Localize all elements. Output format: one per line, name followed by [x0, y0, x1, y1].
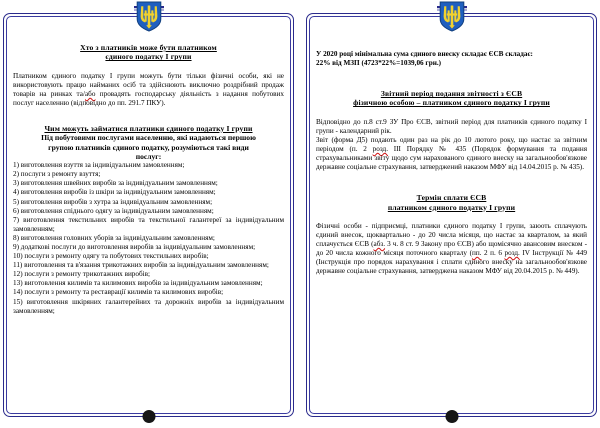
list-item: 5) виготовлення виробів з хутра за індивідуальним замовленням; [13, 197, 213, 206]
left-panel-bottom-marker [142, 410, 155, 423]
services-list [13, 161, 284, 316]
right-paragraph-2: Звіт (форма Д5) подають один раз на рік до 10 лютого року, що настає за звітним періодом (п. 2 розд. III Порядку № 435 (Порядок формування та подання страхувальниками звіту щодо сум нарахованого єдиного внеску на загальнообов'язкове державне соціальне страхування, затверджений наказом МФУ від 14.04.2015 р. № 435). [316, 135, 588, 172]
right-paragraph-1: Відповідно до п.8 ст.9 ЗУ Про ЄСВ, звітний період для платників єдиного податку I групи - календарний рік. [316, 117, 587, 135]
list-item: 1) виготовлення взуття за індивідуальним замовленням; [13, 161, 185, 170]
left-subheading-2-line-2: групою платників єдиного податку, розуміються такі види [48, 142, 249, 152]
list-item: 4) виготовлення виробів із шкіри за індивідуальним замовленням; [13, 188, 216, 197]
left-subheading-2-line-1: Під побутовими послугами населенню, які надаються першою [41, 133, 256, 143]
ukrainian-trident-icon [134, 0, 164, 32]
right-heading-2 [316, 193, 587, 212]
left-heading-2: Чим можуть займатися платники єдиного податку I групи [44, 123, 253, 133]
right-heading-2-line-2: платником єдиного податку I групи [387, 202, 516, 212]
left-heading-1-line-1: Хто з платників може бути платником [80, 43, 217, 52]
left-subheading-2-line-3: послуг: [135, 151, 162, 161]
esv-notice-line-2: 22% від МЗП (4723*22%=1039,06 грн.) [316, 59, 442, 68]
right-heading-2-line-1: Термін сплати ЄСВ [416, 193, 487, 203]
left-paragraph-1: Платником єдиного податку I групи можуть бути тільки фізичні особи, які не використовують працю найманих осіб та здійснюють виключно роздрібний продаж товарів на ринках та/або провадять господарську діяльність з надання побутових послуг населенню (відповідно до пп. 291.7 ПКУ). [13, 71, 284, 107]
list-item: 15) виготовлення шкіряних галантерейних та дорожніх виробів за індивідуальним замовленням; [13, 297, 284, 315]
left-subheading-2 [13, 133, 284, 161]
right-panel-bottom-marker [445, 410, 458, 423]
list-item: 2) послуги з ремонту взуття; [13, 170, 101, 179]
list-item: 7) виготовлення текстильних виробів та текстильної галантереї за індивідуальним замовленням; [13, 215, 284, 233]
left-panel-content [0, 13, 297, 417]
right-heading-1 [316, 89, 587, 108]
list-item: 3) виготовлення швейних виробів за індивідуальним замовленням; [13, 179, 218, 188]
list-item: 10) послуги з ремонту одягу та побутових текстильних виробів; [13, 252, 209, 261]
esv-notice-line-1: У 2020 році мінімальна сума єдиного внеску складає ЄСВ складає: [316, 50, 533, 58]
list-item: 9) додаткові послуги до виготовлення виробів за індивідуальним замовленням; [13, 243, 256, 251]
right-heading-1-line-2: фізичною особою – платником єдиного податку I групи [353, 98, 550, 108]
list-item: 12) послуги з ремонту трикотажних виробів; [13, 270, 151, 279]
list-item: 8) виготовлення головних уборів за індивідуальним замовленням; [13, 233, 215, 242]
left-heading-1 [13, 43, 284, 62]
right-paragraph-3: Фізичні особи - підприємці, платники єдиного податку I групи, заюоть сплачують єдиний внесок, щоквартально - до 20 числа місяця, що настає за кварталом, за який сплачується ЄСВ (абз. 3 ч. 8 ст. 9 Закону про ЄСВ) або щомісячно авансовим внеском - до 20 числа кожного місяця поточного кварталу (пп. 2 п. 6 розд. IV Інструкції № 449 (Інструкція про порядок нарахування і сплати єдиного внеску на загальнообов'язкове державне соціальне страхування, затверджена наказом МФУ від 20.04.2015 р. № 449). [316, 221, 587, 276]
right-panel [303, 0, 600, 428]
left-heading-1-line-2: єдиного податку I групи [105, 52, 192, 62]
esv-notice [316, 50, 587, 68]
list-item: 13) виготовлення килимів та килимових виробів за індивідуальним замовленням; [13, 279, 263, 288]
list-item: 6) виготовлення спіднього одягу за індивідуальним замовленням; [13, 206, 214, 215]
list-item: 11) виготовлення та в'язання трикотажних виробів за індивідуальним замовленням; [13, 261, 269, 270]
right-panel-content [303, 13, 600, 417]
right-heading-1-line-1: Звітний період подання звітності з ЄСВ [380, 89, 523, 99]
list-item: 14) послуги з ремонту та реставрації килимів та килимових виробів; [13, 288, 224, 297]
ukrainian-trident-icon [437, 0, 467, 32]
left-panel [0, 0, 297, 428]
